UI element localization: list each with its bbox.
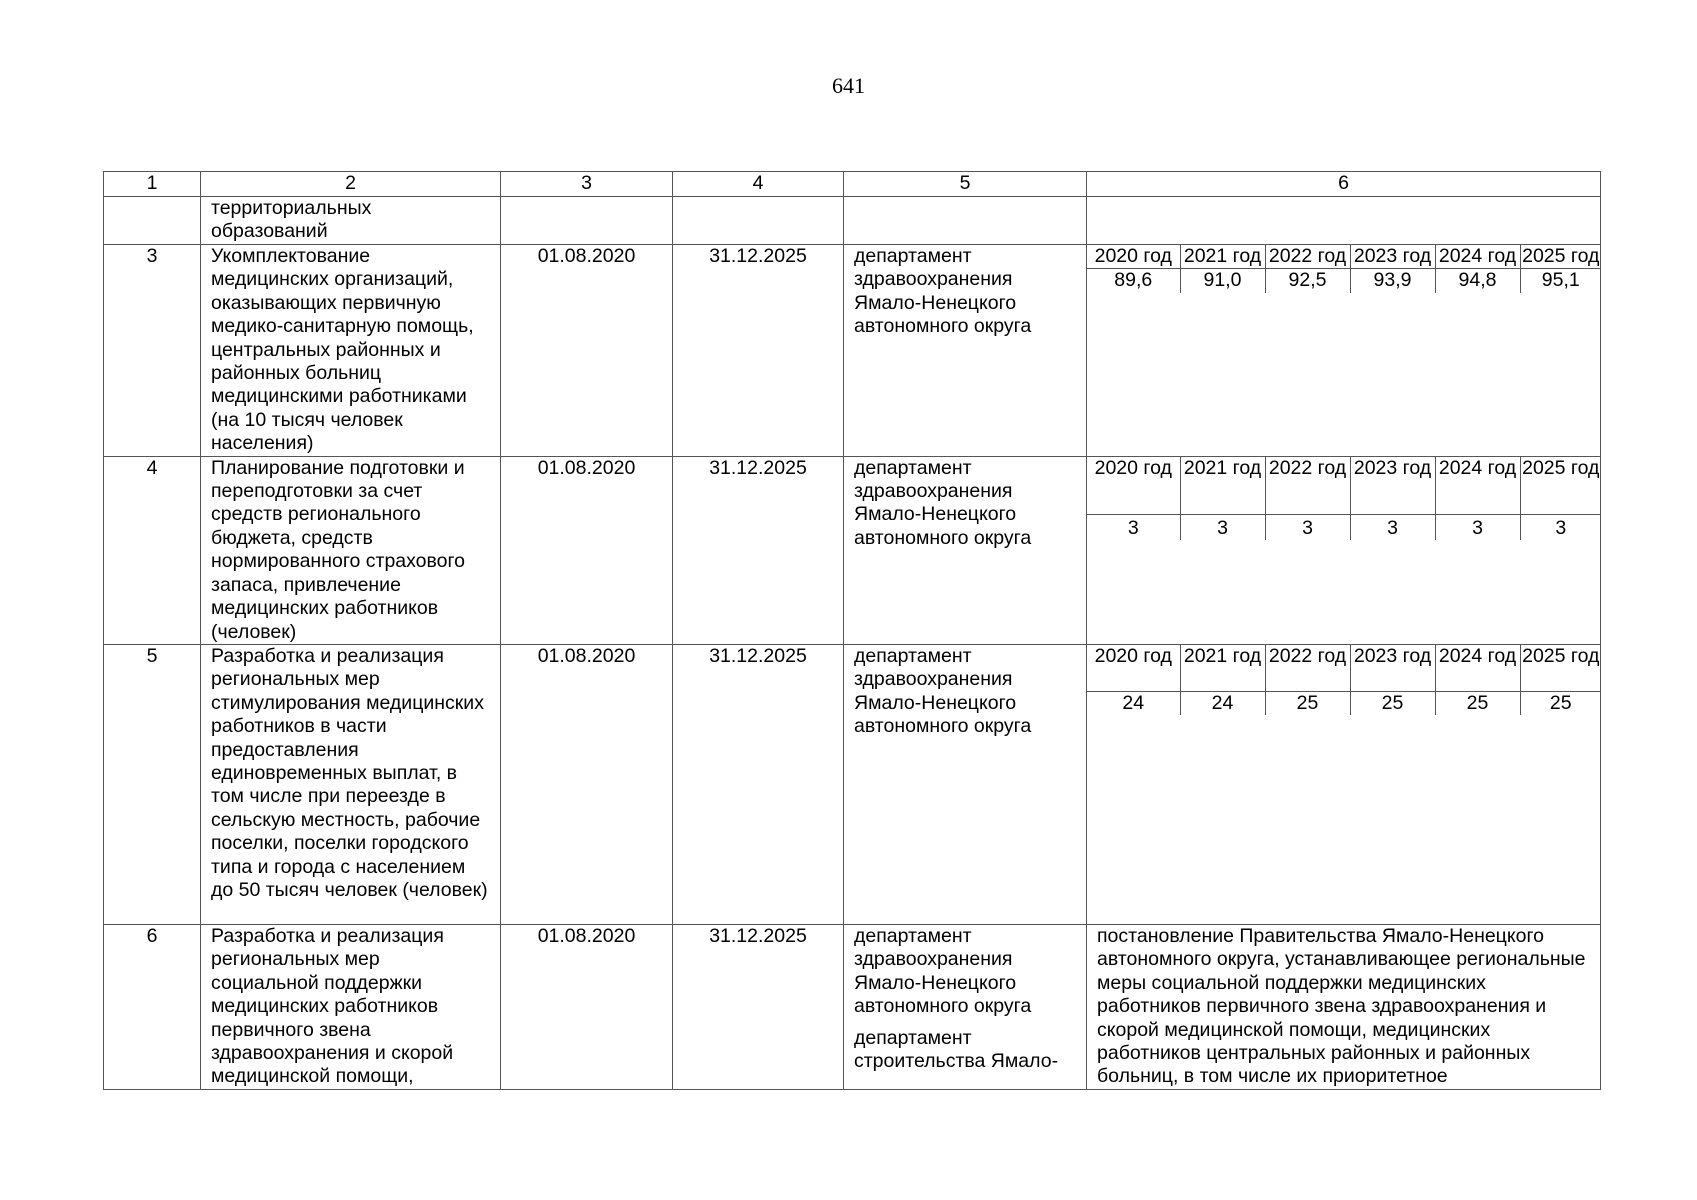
start-date: 01.08.2020: [501, 456, 673, 644]
year-label: 2022 год: [1265, 245, 1350, 269]
continuation-name: территориальных образований: [201, 197, 501, 245]
indicator-value: 24: [1122, 691, 1145, 714]
year-label: 2021 год: [1180, 457, 1265, 515]
year-label: 2025 год: [1520, 645, 1601, 692]
indicator-value: 3: [1127, 516, 1139, 539]
indicator-value: 25: [1520, 691, 1601, 715]
table-row: [104, 456, 1601, 644]
year-label: 2020 год: [1087, 645, 1180, 692]
end-date: 31.12.2025: [673, 456, 844, 644]
year-label: 2021 год: [1180, 245, 1265, 269]
end-date: 31.12.2025: [673, 924, 844, 1089]
header-row: [104, 172, 1601, 197]
start-date: 01.08.2020: [501, 924, 673, 1089]
col-header-6: 6: [1087, 172, 1601, 197]
table-row: [104, 245, 1601, 457]
year-label: 2024 год: [1435, 457, 1520, 515]
indicator-value: 91,0: [1180, 269, 1265, 293]
table-row: [104, 644, 1601, 924]
responsible: департамент здравоохранения Ямало-Ненецкого автономного округа: [844, 456, 1087, 644]
indicator-grid: [1087, 456, 1601, 644]
year-label: 2023 год: [1350, 457, 1435, 515]
row-number: 6: [104, 924, 201, 1089]
end-date: 31.12.2025: [673, 644, 844, 924]
col-header-1: 1: [104, 172, 201, 197]
year-label: 2020 год: [1087, 457, 1180, 515]
indicator-value: 89,6: [1114, 269, 1153, 292]
row-number: 3: [104, 245, 201, 457]
responsible-secondary: департамент строительства Ямало-: [854, 1026, 1059, 1072]
year-label: 2024 год: [1435, 245, 1520, 269]
year-label: 2025 год: [1520, 457, 1601, 515]
row-number: 5: [104, 644, 201, 924]
indicator-value: 3: [1435, 514, 1520, 540]
indicator-value: 3: [1265, 514, 1350, 540]
measure-name: Разработка и реализация региональных мер социальной поддержки медицинских работников первичного звена здравоохранения и скорой медицинской помощи,: [201, 924, 501, 1089]
col-header-4: 4: [673, 172, 844, 197]
indicator-value: 3: [1350, 514, 1435, 540]
indicator-value: 93,9: [1350, 269, 1435, 293]
year-label: 2021 год: [1180, 645, 1265, 692]
indicator-grid: [1087, 644, 1601, 924]
year-label: 2024 год: [1435, 645, 1520, 692]
year-label: 2022 год: [1265, 457, 1350, 515]
row-number: 4: [104, 456, 201, 644]
indicator-value: 95,1: [1520, 269, 1601, 293]
measure-name: Укомплектование медицинских организаций, оказывающих первичную медико-санитарную помощь, центральных районных и районных больниц медицинскими работниками (на 10 тысяч человек населения): [201, 245, 501, 457]
responsible: департамент здравоохранения Ямало-Ненецкого автономного округа: [844, 644, 1087, 924]
year-label: 2022 год: [1265, 645, 1350, 692]
measures-table: [103, 171, 1601, 1090]
indicator-value: 25: [1350, 691, 1435, 715]
end-date: 31.12.2025: [673, 245, 844, 457]
col-header-2: 2: [201, 172, 501, 197]
indicator-value: 94,8: [1435, 269, 1520, 293]
indicator-value: 3: [1520, 514, 1601, 540]
page-number: 641: [832, 73, 865, 98]
col-header-5: 5: [844, 172, 1087, 197]
start-date: 01.08.2020: [501, 644, 673, 924]
responsible-cell: [844, 924, 1087, 1089]
indicator-value: 25: [1265, 691, 1350, 715]
year-label: 2023 год: [1350, 645, 1435, 692]
start-date: 01.08.2020: [501, 245, 673, 457]
responsible: департамент здравоохранения Ямало-Ненецкого автономного округа: [844, 245, 1087, 457]
indicator-grid: [1087, 245, 1601, 457]
indicator-value: 24: [1180, 691, 1265, 715]
measure-name: Разработка и реализация региональных мер стимулирования медицинских работников в части предоставления единовременных выплат, в том числе при переезде в сельскую местность, рабочие поселки, поселки городского типа и города с населением до 50 тысяч человек (человек): [201, 644, 501, 924]
table-row: [104, 924, 1601, 1089]
result-text: постановление Правительства Ямало-Ненецкого автономного округа, устанавливающее региональные меры социальной поддержки медицинских работников первичного звена здравоохранения и скорой медицинской помощи, медицинских работников центральных районных и районных больниц, в том числе их приоритетное: [1087, 924, 1601, 1089]
year-label: 2020 год: [1087, 245, 1180, 269]
continuation-row: [104, 197, 1601, 245]
year-label: 2025 год: [1520, 245, 1601, 269]
indicator-value: 92,5: [1265, 269, 1350, 293]
year-label: 2023 год: [1350, 245, 1435, 269]
col-header-3: 3: [501, 172, 673, 197]
indicator-value: 3: [1180, 514, 1265, 540]
indicator-value: 25: [1435, 691, 1520, 715]
responsible: департамент здравоохранения Ямало-Ненецкого автономного округа: [854, 924, 1032, 1018]
measure-name: Планирование подготовки и переподготовки за счет средств регионального бюджета, средств нормированного страхового запаса, привлечение медицинских работников (человек): [201, 456, 501, 644]
